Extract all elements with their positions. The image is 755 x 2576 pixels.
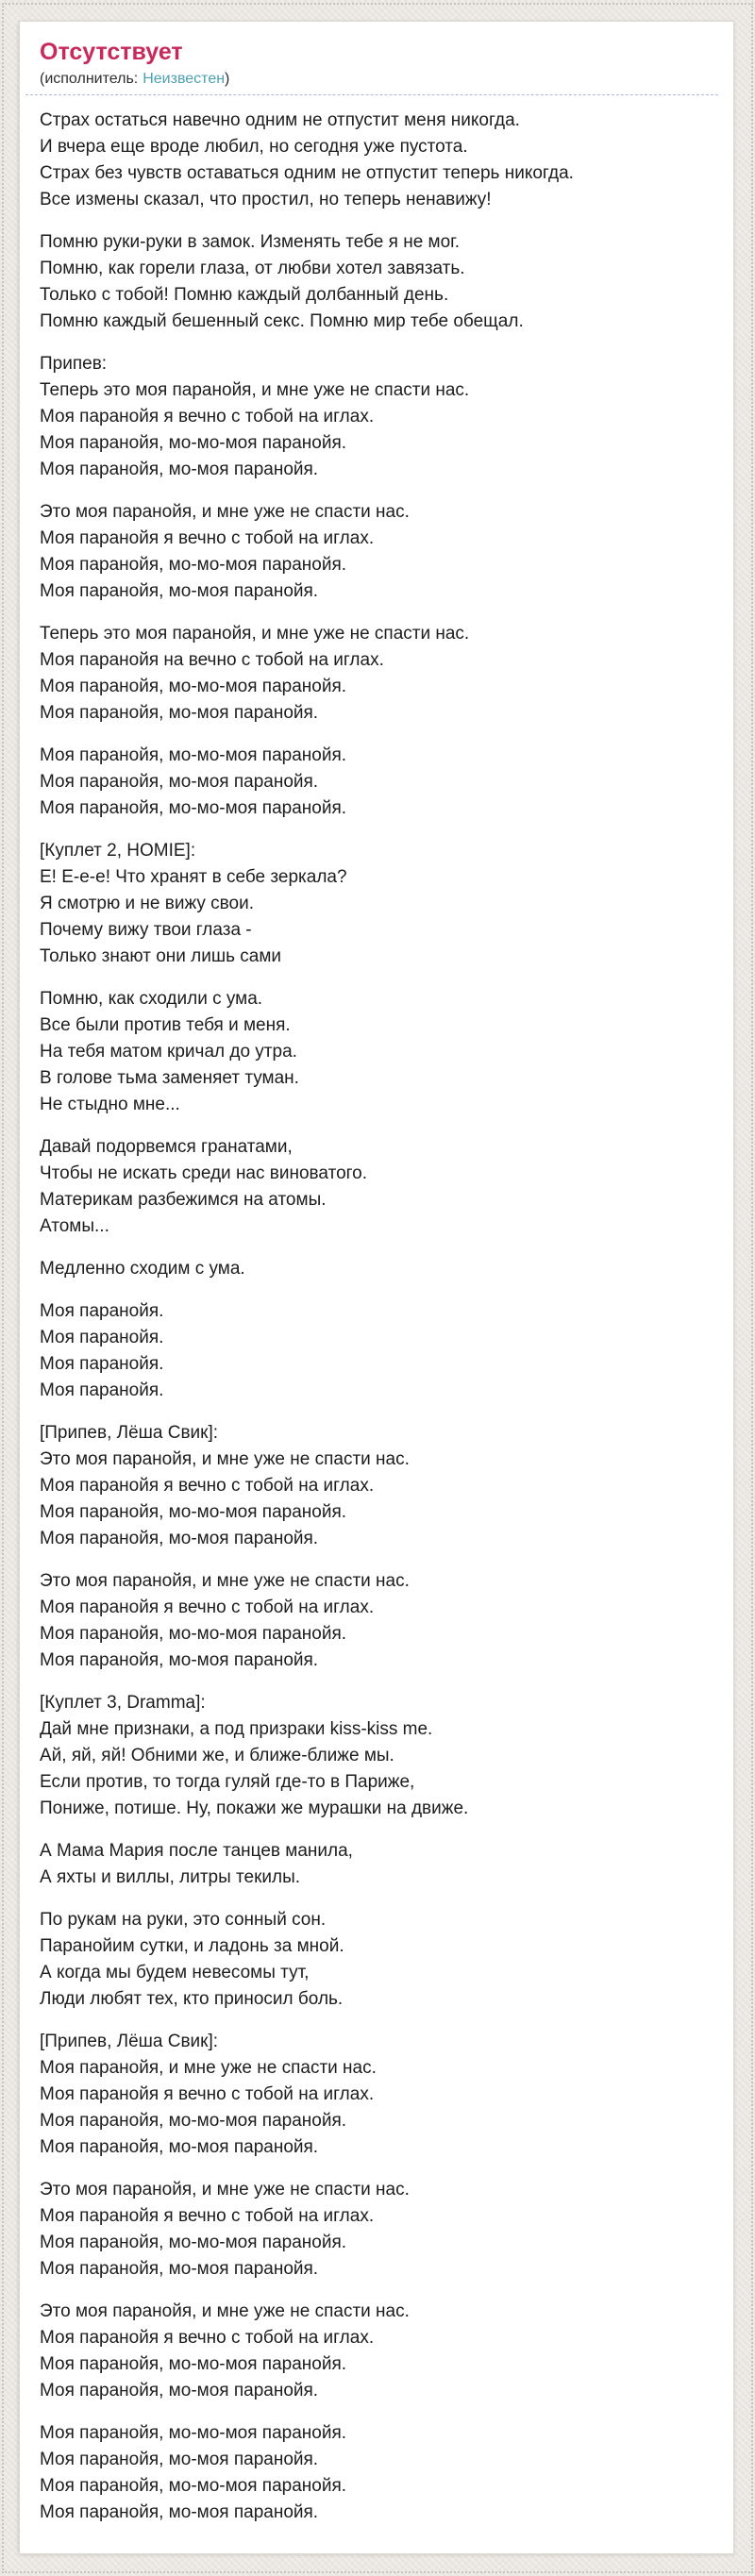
- stanza: Моя паранойя. Моя паранойя. Моя паранойя. Моя паранойя.: [40, 1301, 164, 1400]
- stanza: Моя паранойя, мо-мо-моя паранойя. Моя паранойя, мо-моя паранойя. Моя паранойя, мо-мо-моя паранойя. Моя паранойя, мо-моя паранойя.: [40, 2423, 347, 2522]
- header-divider: [25, 94, 718, 95]
- stanza: [Куплет 2, HOMIE]: Е! Е-е-е! Что хранят в себе зеркала? Я смотрю и не вижу свои. Почему вижу твои глаза - Только знают они лишь сами: [40, 841, 347, 966]
- stanza: Это моя паранойя, и мне уже не спасти нас. Моя паранойя я вечно с тобой на иглах. Моя паранойя, мо-мо-моя паранойя. Моя паранойя, мо-моя паранойя.: [40, 502, 410, 601]
- stanza: По рукам на руки, это сонный сон. Паранойим сутки, и ладонь за мной. А когда мы будем невесомы тут, Люди любят тех, кто приносил боль.: [40, 1910, 344, 2009]
- stanza: Это моя паранойя, и мне уже не спасти нас. Моя паранойя я вечно с тобой на иглах. Моя паранойя, мо-мо-моя паранойя. Моя паранойя, мо-моя паранойя.: [40, 2301, 410, 2400]
- lyrics-card: [19, 21, 734, 2554]
- stanza: Помню руки-руки в замок. Изменять тебе я не мог. Помню, как горели глаза, от любви хотел завязать. Только с тобой! Помню каждый долбанный день. Помню каждый бешенный секс. Помню мир тебе обещал.: [40, 232, 524, 331]
- stanza: Припев: Теперь это моя паранойя, и мне уже не спасти нас. Моя паранойя я вечно с тобой на иглах. Моя паранойя, мо-мо-моя паранойя. Моя паранойя, мо-моя паранойя.: [40, 354, 470, 479]
- artist-suffix: ): [225, 71, 230, 87]
- artist-label: (исполнитель:: [40, 71, 139, 87]
- stanza: Это моя паранойя, и мне уже не спасти нас. Моя паранойя я вечно с тобой на иглах. Моя паранойя, мо-мо-моя паранойя. Моя паранойя, мо-моя паранойя.: [40, 1571, 410, 1670]
- lyrics-text: [40, 108, 714, 2526]
- song-title: Отсутствует: [40, 39, 183, 65]
- stanza: Помню, как сходили с ума. Все были против тебя и меня. На тебя матом кричал до утра. В голове тьма заменяет туман. Не стыдно мне...: [40, 989, 299, 1114]
- stanza: Теперь это моя паранойя, и мне уже не спасти нас. Моя паранойя на вечно с тобой на иглах. Моя паранойя, мо-мо-моя паранойя. Моя паранойя, мо-моя паранойя.: [40, 624, 470, 723]
- artist-line: [40, 69, 714, 89]
- stanza: Давай подорвемся гранатами, Чтобы не искать среди нас виноватого. Материкам разбежимся на атомы. Атомы...: [40, 1137, 367, 1236]
- artist-link[interactable]: Неизвестен: [143, 71, 226, 87]
- stanza: А Мама Мария после танцев манила, А яхты и виллы, литры текилы.: [40, 1841, 353, 1887]
- stanza: Медленно сходим с ума.: [40, 1259, 245, 1279]
- stanza: [Припев, Лёша Свик]: Это моя паранойя, и мне уже не спасти нас. Моя паранойя я вечно с тобой на иглах. Моя паранойя, мо-мо-моя паранойя. Моя паранойя, мо-моя паранойя.: [40, 1423, 410, 1548]
- stanza: Это моя паранойя, и мне уже не спасти нас. Моя паранойя я вечно с тобой на иглах. Моя паранойя, мо-мо-моя паранойя. Моя паранойя, мо-моя паранойя.: [40, 2180, 410, 2279]
- stanza: [Куплет 3, Dramma]: Дай мне признаки, а под призраки kiss-kiss me. Ай, яй, яй! Обними же, и ближе-ближе мы. Если против, то тогда гуляй где-то в Париже, Пониже, потише. Ну, покажи же мурашки на движе.: [40, 1693, 469, 1818]
- stanza: Моя паранойя, мо-мо-моя паранойя. Моя паранойя, мо-моя паранойя. Моя паранойя, мо-мо-моя паранойя.: [40, 745, 347, 818]
- stanza: Страх остаться навечно одним не отпустит меня никогда. И вчера еще вроде любил, но сегодня уже пустота. Страх без чувств оставаться одним не отпустит теперь никогда. Все измены сказал, что простил, но теперь ненавижу!: [40, 110, 574, 209]
- stanza: [Припев, Лёша Свик]: Моя паранойя, и мне уже не спасти нас. Моя паранойя я вечно с тобой на иглах. Моя паранойя, мо-мо-моя паранойя. Моя паранойя, мо-моя паранойя.: [40, 2032, 377, 2157]
